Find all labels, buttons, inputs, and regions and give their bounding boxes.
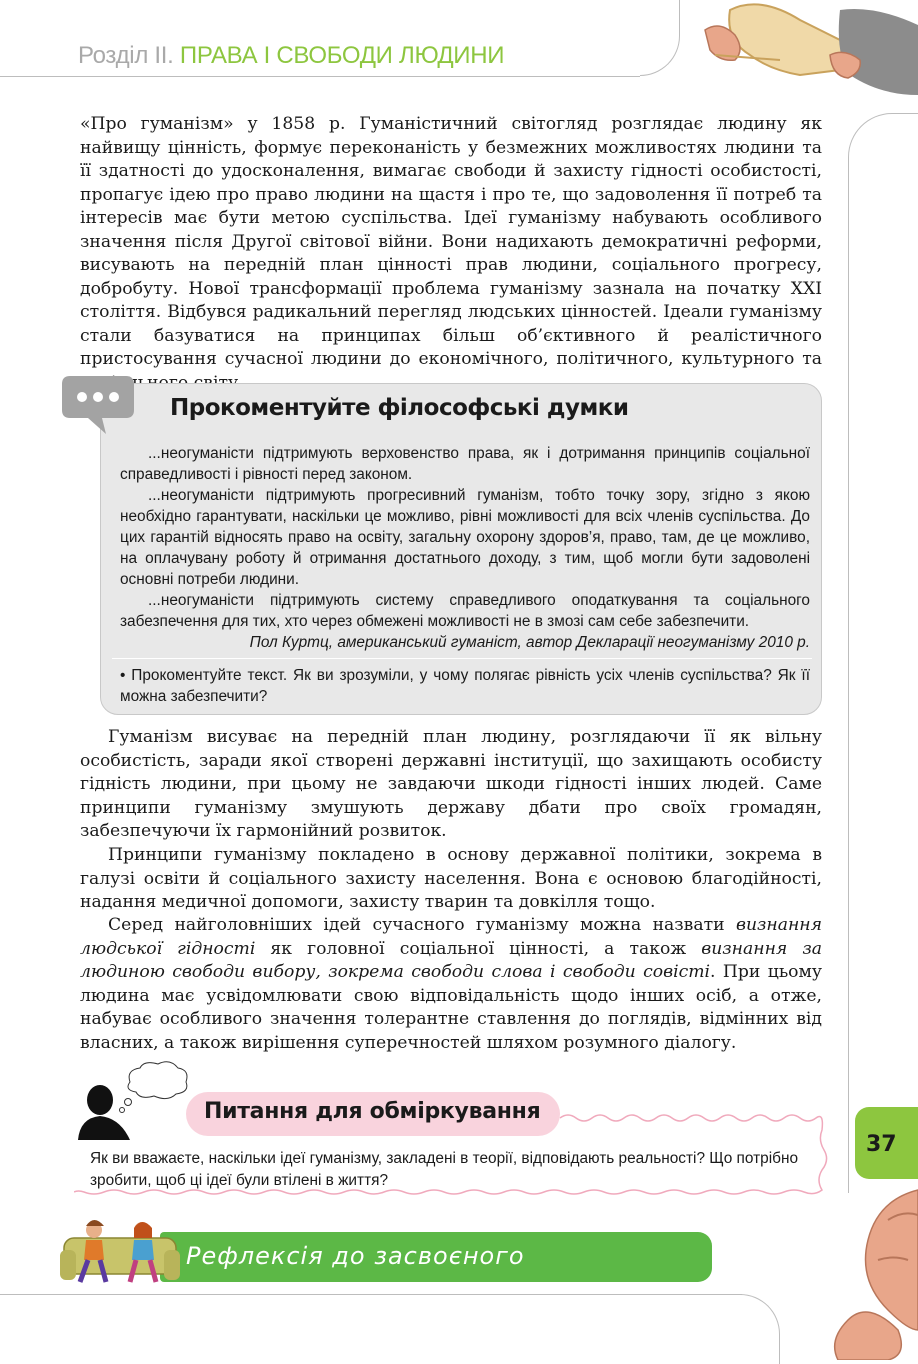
comment-box-title: Прокоментуйте філософські думки [170,395,629,421]
emphasized-text: визнання людської гідності [80,915,822,959]
body-paragraph: Гуманізм висуває на передній план людину, розглядаючи її як вільну особистість, заради якої створені державні інституції, що захищають особисту гідність людини, при цьому не завдаючи шкоди гідності інших людей. Саме принципи гуманізму змушують державу дбати про своїх громадян, забезпечуючи їх гармонійний розвиток. [80,727,822,841]
body-paragraph: «Про гуманізм» у 1858 р. Гуманістичний світогляд розглядає людину як найвищу цінність, формує переконаність у безмежних можливостях людини та її здатності до удосконалення, вимагає свободи й захисту гідності особистості, пропагує ідею про право людини на щастя і про те, що задоволення її потреб та інтересів має бути метою суспільства. Ідеї гуманізму набувають особливого значення після Другої світової війни. Вони надихають демократичні реформи, висувають на передній план цінності прав людини, соціального прогресу, добробуту. Нової трансформації проблема гуманізму зазнала на початку XXI століття. Відбувся радикальний перегляд людських цінностей. Ідеали гуманізму стали базуватися на принципах більш об’єктивного й реалістичного пристосування сучасної людини до економічного, політичного, культурного та [80,114,822,369]
hands-illustration [690,0,918,100]
body-paragraph: Принципи гуманізму покладено в основу державної політики, зокрема в галузі освіти й соціального захисту населення. Вона є основою благодійності, надання медичної допомоги, захисту тварин та довкілля тощо. [80,845,822,912]
quote-author: Пол Куртц, американський гуманіст, автор Декларації неогуманізму 2010 р. [249,634,810,651]
comment-divider [112,658,812,659]
couch-people-illustration [60,1208,180,1288]
page-number: 37 [866,1132,897,1157]
header-divider [0,76,640,77]
think-section-title: Питання для обміркування [204,1099,541,1124]
thinking-person-icon [78,1060,190,1140]
paragraph-text: Серед найголовніших ідей сучасного гуманізму можна назвати [108,915,736,935]
header-divider-curve [640,0,680,76]
footer-divider [0,1294,742,1295]
emphasized-text: визнання за людиною свободи вибору, зокрема свободи слова і свободи совісті [80,938,822,982]
quote-text: ...неогуманісти підтримують прогресивний гуманізм, тобто точку зору, згідно з якою необхідно гарантувати, наскільки це можливо, рівні можливості для всіх членів суспільства. До цих гарантій відносять право на освіту, загальну охорону здоров’я, право, там, де це можливо, на оплачувану роботу й отримання достатнього доходу, з тим, щоб могли бути задоволені основні потреби людини. [120,487,810,588]
page-margin-border [848,113,918,1193]
section-prefix: Розділ ІІ. [78,42,174,69]
quote-text: ...неогуманісти підтримують систему справедливого оподаткування та соціального забезпечення для тих, хто через обмежені можливості не в змозі сам себе забезпечити. [120,592,810,630]
comment-task: • Прокоментуйте текст. Як ви зрозуміли, у чому полягає рівність усіх членів суспільства? Як її можна забезпечити? [120,667,810,705]
reflection-title: Рефлексія до засвоєного [186,1242,525,1270]
footer-divider-curve [740,1294,780,1364]
body-paragraph [80,914,822,1055]
speech-bubble-icon [62,374,134,436]
quote-text: ...неогуманісти підтримують верховенство права, як і дотримання принципів соціальної справедливості і рівності перед законом. [120,445,810,483]
think-question: Як ви вважаєте, наскільки ідеї гуманізму, закладені в теорії, відповідають реальності? Що потрібно зробити, щоб ці ідеї були втілені в життя? [90,1150,799,1189]
hands-illustration [828,1180,918,1360]
paragraph-text: як головної соціальної цінності, а також [255,938,702,959]
section-heading [78,42,504,70]
thought-cloud-icon [120,1062,188,1113]
paragraph-text: . При цьому людина має усвідомлювати свою відповідальність щодо інших осіб, а отже, набуває особливого значення толерантне ставлення до поглядів, відмінних від власних, а також вирішення суперечностей шляхом розумного діалогу. [80,962,823,1053]
section-title: ПРАВА І СВОБОДИ ЛЮДИНИ [179,42,505,69]
